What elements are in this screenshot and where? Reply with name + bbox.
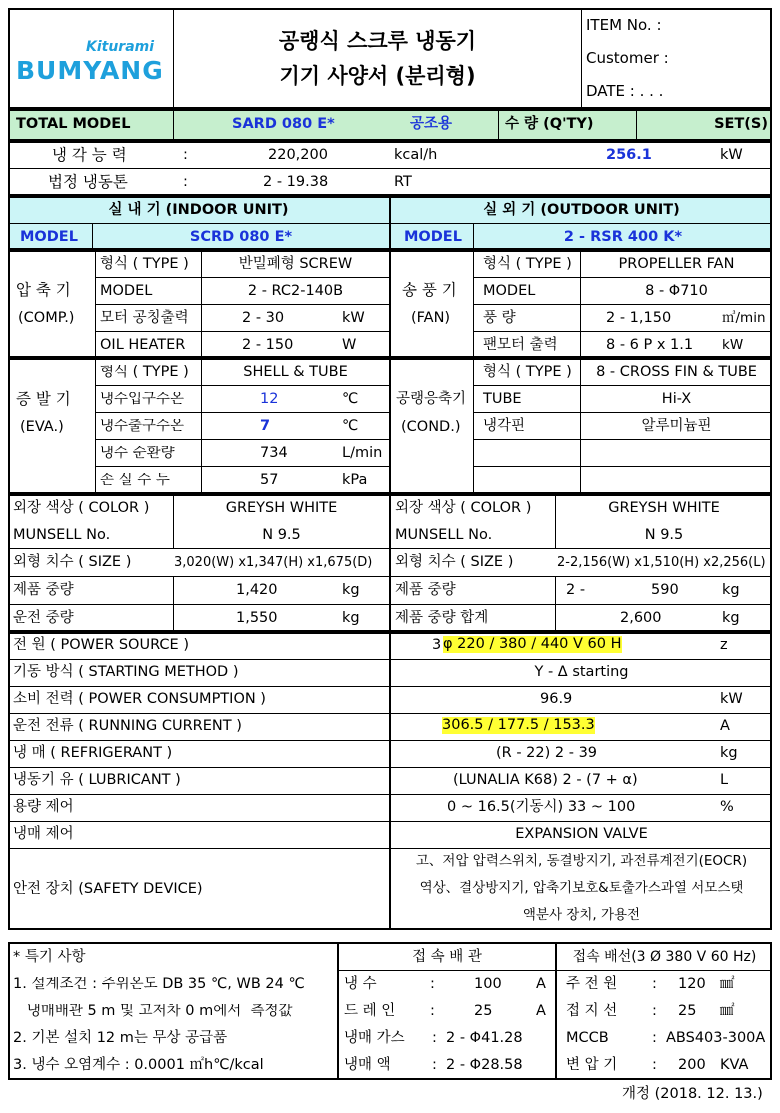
- power-suffix: z: [720, 637, 728, 653]
- wiring-row-colon: :: [652, 1030, 657, 1046]
- wiring-title: 접속 배선(3 Ø 380 V 60 Hz): [572, 949, 757, 965]
- outdoor-total-weight-label: 제품 중량 합계: [395, 610, 489, 626]
- piping-row-colon: :: [430, 1003, 435, 1019]
- eva-row-key: 냉수 순환량: [100, 446, 175, 461]
- safety-label: 안전 장치 (SAFETY DEVICE): [13, 881, 203, 897]
- spec-row-line: [8, 740, 772, 741]
- spec-row-line: [8, 713, 772, 714]
- piping-row-colon: :: [432, 1057, 437, 1073]
- tm-div-3: [636, 109, 637, 141]
- note-line-2: 냉매배관 5 m 및 고저차 0 m에서 측정값: [13, 1004, 293, 1019]
- indoor-munsell-label: MUNSELL No.: [13, 527, 111, 543]
- wiring-row-colon: :: [652, 1003, 657, 1019]
- comp-row-value: 2 - RC2-140B: [247, 283, 344, 299]
- header-divider-1: [173, 8, 174, 109]
- refrigerant-control-value: EXPANSION VALVE: [515, 826, 648, 842]
- piping-row-value: 25: [474, 1003, 493, 1019]
- eva-row-unit: ℃: [342, 418, 359, 434]
- comp-row-value: 반밀폐형 SCREW: [238, 256, 353, 272]
- eva-row-value: SHELL & TUBE: [243, 364, 348, 380]
- wiring-row-unit: KVA: [720, 1057, 749, 1073]
- eva-line-1: [95, 385, 389, 386]
- capacity-kw-unit: kW: [720, 147, 743, 163]
- outdoor-munsell-value: N 9.5: [644, 527, 684, 543]
- start-value: Y - Δ starting: [534, 664, 629, 680]
- doc-title-line2: 기기 사양서 (분리형): [279, 64, 476, 88]
- wiring-row-colon: :: [652, 976, 657, 992]
- piping-row-colon: :: [432, 1030, 437, 1046]
- spec-row-line: [8, 767, 772, 768]
- eva-label-kr: 증 발 기: [16, 390, 71, 408]
- rt-label: 법정 냉동톤: [48, 173, 128, 191]
- date-label: DATE : . . .: [586, 82, 664, 100]
- piping-row-value: 2 - Φ41.28: [446, 1030, 523, 1046]
- eva-line-2: [95, 412, 389, 413]
- qty-unit: SET(S): [714, 116, 768, 132]
- eva-row-value: 7: [260, 418, 271, 434]
- current-value: 306.5 / 177.5 / 153.3: [442, 717, 595, 733]
- fan-row-unit: kW: [722, 337, 744, 353]
- center-divider-color: [389, 494, 391, 632]
- customer-label: Customer :: [586, 49, 669, 67]
- outdoor-weight-prefix: 2 -: [566, 582, 586, 598]
- total-model-label: TOTAL MODEL: [16, 116, 131, 132]
- comp-row-key: OIL HEATER: [100, 337, 186, 353]
- wiring-row-unit: ㎟: [720, 1003, 735, 1019]
- spec-row-line: [8, 686, 772, 687]
- eva-row-unit: ℃: [342, 391, 359, 407]
- rt-unit: RT: [394, 174, 412, 190]
- cs-line-1: [8, 548, 772, 549]
- fan-line-3: [473, 331, 772, 332]
- outdoor-weight-label: 제품 중량: [395, 582, 456, 598]
- indoor-weight-label: 제품 중량: [13, 582, 74, 598]
- cond-div-a: [473, 358, 474, 494]
- comp-line-3: [95, 331, 389, 332]
- cond-row-key: TUBE: [483, 391, 522, 407]
- wiring-row-key: 접 지 선: [566, 1003, 618, 1019]
- indoor-weight-value: 1,420: [236, 582, 278, 598]
- revision-note: 개정 (2018. 12. 13.): [622, 1086, 763, 1102]
- cond-row-key: 냉각핀: [483, 418, 526, 434]
- capacity-kw: 256.1: [606, 147, 652, 163]
- comp-row-key: 모터 공칭출력: [100, 310, 189, 326]
- outdoor-munsell-label: MUNSELL No.: [395, 527, 493, 543]
- eva-label-en: (EVA.): [20, 419, 64, 435]
- refrigerant-label: 냉 매 ( REFRIGERANT ): [13, 745, 173, 761]
- piping-row-colon: :: [430, 976, 435, 992]
- capacity-unit: kcal/h: [394, 147, 438, 163]
- item-no-label: ITEM No. :: [586, 16, 662, 34]
- outdoor-weight-unit: kg: [722, 582, 740, 598]
- capacity-control-value: 0 ~ 16.5(기동시) 33 ~ 100: [447, 799, 636, 815]
- tm-div-1: [173, 109, 174, 141]
- spec-row-line: [8, 848, 772, 849]
- wiring-row-value: ABS403-300A: [666, 1030, 766, 1046]
- safety-line-2: 역상、결상방지기, 압축기보호&토출가스과열 서모스탯: [419, 880, 744, 896]
- indoor-size-value: 3,020(W) x1,347(H) x1,675(D): [174, 556, 373, 569]
- indoor-munsell-value: N 9.5: [262, 527, 301, 543]
- cs-line-3: [8, 604, 772, 605]
- current-unit: A: [720, 718, 730, 734]
- indoor-opweight-value: 1,550: [236, 610, 278, 626]
- capacity-control-label: 용량 제어: [13, 799, 74, 815]
- fan-row-value: 2 - 1,150: [606, 310, 672, 326]
- cond-line-3: [473, 439, 772, 440]
- cond-line-1: [473, 385, 772, 386]
- spec-row-line: [8, 659, 772, 660]
- logo-top-text: Kiturami: [86, 39, 155, 55]
- eva-row-key: 형식 ( TYPE ): [100, 365, 189, 380]
- total-usage: 공조용: [410, 116, 453, 132]
- fan-line-1: [473, 277, 772, 278]
- lubricant-value: (LUNALIA K68) 2 - (7 + α): [453, 772, 638, 788]
- eva-row-unit: L/min: [342, 445, 383, 461]
- wiring-row-key: 주 전 원: [566, 976, 618, 992]
- indoor-size-label: 외형 치수 ( SIZE ): [13, 554, 132, 570]
- company-logo: [14, 38, 169, 88]
- capacity-label: 냉 각 능 력: [52, 146, 127, 164]
- power-prefix: 3: [432, 637, 442, 653]
- notes-title-line: [337, 970, 772, 971]
- note-line-1: 1. 설계조건 : 주위온도 DB 35 ℃, WB 24 ℃: [13, 977, 305, 992]
- fan-label-kr: 송 풍 기: [402, 281, 457, 299]
- eva-row-value: 734: [260, 445, 288, 461]
- piping-row-value: 2 - Φ28.58: [446, 1057, 523, 1073]
- comp-row-unit: kW: [342, 310, 365, 326]
- outdoor-weight-value: 590: [651, 582, 679, 598]
- capacity-value: 220,200: [268, 147, 328, 163]
- indoor-model-value: SCRD 080 E*: [189, 229, 293, 245]
- outdoor-size-value: 2-2,156(W) x1,510(H) x2,256(L): [557, 556, 766, 569]
- outdoor-size-label: 외형 치수 ( SIZE ): [395, 554, 514, 570]
- piping-row-key: 드 레 인: [344, 1003, 396, 1019]
- indoor-opweight-unit: kg: [342, 610, 360, 626]
- indoor-color-label: 외장 색상 ( COLOR ): [13, 500, 150, 516]
- cond-line-4: [473, 466, 772, 467]
- eva-row-key: 냉수출구수온: [100, 419, 185, 434]
- comp-row-key: 형식 ( TYPE ): [100, 256, 189, 272]
- logo-bottom-text: BUMYANG: [16, 56, 164, 85]
- fan-label-en: (FAN): [411, 310, 451, 326]
- wiring-row-value: 25: [678, 1003, 697, 1019]
- tm-div-2: [498, 109, 499, 141]
- fan-row-key: 풍 량: [483, 310, 516, 326]
- rt-colon: :: [183, 174, 188, 190]
- comp-label-kr: 압 축 기: [16, 281, 71, 299]
- consume-label: 소비 전력 ( POWER CONSUMPTION ): [13, 691, 266, 707]
- eva-div-a: [95, 358, 96, 494]
- comp-row-key: MODEL: [100, 283, 153, 299]
- piping-row-key: 냉매 가스: [344, 1030, 405, 1046]
- refrigerant-value: (R - 22) 2 - 39: [496, 745, 598, 761]
- consume-unit: kW: [720, 691, 743, 707]
- piping-row-unit: A: [536, 1003, 546, 1019]
- eva-row-unit: kPa: [342, 472, 368, 488]
- eva-row-key: 냉수입구수온: [100, 392, 185, 407]
- power-label: 전 원 ( POWER SOURCE ): [13, 637, 189, 653]
- fan-row-value: 8 - Φ710: [645, 283, 708, 299]
- safety-line-1: 고、저압 압력스위치, 동결방지기, 과전류계전기(EOCR): [415, 853, 748, 869]
- outdoor-total-weight-unit: kg: [722, 610, 740, 626]
- eva-line-4: [95, 466, 389, 467]
- outdoor-color-label: 외장 색상 ( COLOR ): [395, 500, 532, 516]
- piping-row-value: 100: [474, 976, 502, 992]
- note-line-3: 2. 기본 설치 12 m는 무상 공급품: [13, 1030, 228, 1046]
- cs-div-right-2: [555, 576, 556, 632]
- outdoor-color-value: GREYSH WHITE: [608, 500, 720, 516]
- consume-value: 96.9: [540, 691, 573, 707]
- cond-label-en: (COND.): [401, 419, 461, 435]
- piping-row-unit: A: [536, 976, 546, 992]
- start-label: 기동 방식 ( STARTING METHOD ): [13, 664, 239, 680]
- current-label: 운전 전류 ( RUNNING CURRENT ): [13, 718, 242, 734]
- fan-row-value: PROPELLER FAN: [618, 256, 735, 272]
- rt-value: 2 - 19.38: [263, 174, 329, 190]
- refrigerant-control-label: 냉매 제어: [13, 826, 74, 842]
- comp-line-2: [95, 304, 389, 305]
- fan-row-key: 팬모터 출력: [483, 337, 558, 353]
- cond-line-2: [473, 412, 772, 413]
- lubricant-unit: L: [720, 772, 729, 788]
- wiring-row-unit: ㎟: [720, 976, 735, 992]
- indoor-weight-unit: kg: [342, 582, 360, 598]
- power-value: φ 220 / 380 / 440 V 60 H: [443, 636, 622, 652]
- note-line-4: 3. 냉수 오염계수 : 0.0001 ㎡h℃/kcal: [13, 1057, 264, 1073]
- piping-row-key: 냉매 액: [344, 1057, 391, 1073]
- qty-label: 수 량 (Q'TY): [505, 116, 594, 132]
- spec-row-line: [8, 794, 772, 795]
- eva-line-3: [95, 439, 389, 440]
- safety-line-3: 액분사 장치, 가용전: [522, 907, 641, 923]
- refrigerant-unit: kg: [720, 745, 738, 761]
- cond-row-value: 8 - CROSS FIN & TUBE: [596, 364, 757, 380]
- total-model-value: SARD 080 E*: [232, 116, 335, 132]
- wiring-row-colon: :: [652, 1057, 657, 1073]
- wiring-row-key: 변 압 기: [566, 1057, 618, 1073]
- center-divider-comp: [389, 250, 391, 358]
- comp-label-en: (COMP.): [18, 310, 75, 326]
- eva-row-value: 12: [260, 391, 279, 407]
- indoor-opweight-label: 운전 중량: [13, 610, 74, 626]
- piping-row-key: 냉 수: [344, 976, 377, 992]
- spec-row-line: [8, 821, 772, 822]
- fan-line-2: [473, 304, 772, 305]
- cond-label-kr: 공랭응축기: [396, 391, 467, 407]
- fan-row-unit: ㎥/min: [722, 310, 766, 326]
- cond-row-value: 알루미늄핀: [641, 418, 712, 434]
- eva-row-key: 손 실 수 두: [100, 473, 170, 488]
- notes-title: * 특기 사항: [13, 949, 86, 965]
- indoor-title: 실 내 기 (INDOOR UNIT): [108, 202, 289, 218]
- comp-line-1: [95, 277, 389, 278]
- header-divider-2: [581, 8, 582, 109]
- piping-title: 접 속 배 관: [412, 949, 482, 965]
- outdoor-model-value: 2 - RSR 400 K*: [563, 229, 683, 245]
- cond-row-value: Hi-X: [661, 391, 692, 407]
- capacity-control-unit: %: [720, 799, 734, 815]
- indoor-color-value: GREYSH WHITE: [225, 500, 338, 516]
- outdoor-title: 실 외 기 (OUTDOOR UNIT): [483, 202, 680, 218]
- cs-div-left-2: [173, 576, 174, 632]
- cs-line-2: [8, 576, 772, 577]
- doc-title-line1: 공랭식 스크루 냉동기: [278, 29, 477, 53]
- outdoor-total-weight-value: 2,600: [620, 610, 662, 626]
- wiring-row-value: 200: [678, 1057, 706, 1073]
- fan-row-key: MODEL: [483, 283, 536, 299]
- outdoor-model-label: MODEL: [404, 229, 462, 245]
- wiring-row-key: MCCB: [566, 1030, 609, 1046]
- comp-row-value: 2 - 150: [242, 337, 294, 353]
- capacity-row-line: [8, 168, 772, 169]
- fan-row-key: 형식 ( TYPE ): [483, 256, 572, 272]
- comp-row-unit: W: [342, 337, 357, 353]
- center-divider-eva: [389, 358, 391, 494]
- comp-row-value: 2 - 30: [242, 310, 285, 326]
- eva-row-value: 57: [260, 472, 279, 488]
- lubricant-label: 냉동기 유 ( LUBRICANT ): [13, 772, 181, 788]
- indoor-model-label: MODEL: [20, 229, 78, 245]
- capacity-colon: :: [183, 147, 188, 163]
- fan-row-value: 8 - 6 P x 1.1: [606, 337, 694, 353]
- cond-row-key: 형식 ( TYPE ): [483, 364, 572, 380]
- wiring-row-value: 120: [678, 976, 706, 992]
